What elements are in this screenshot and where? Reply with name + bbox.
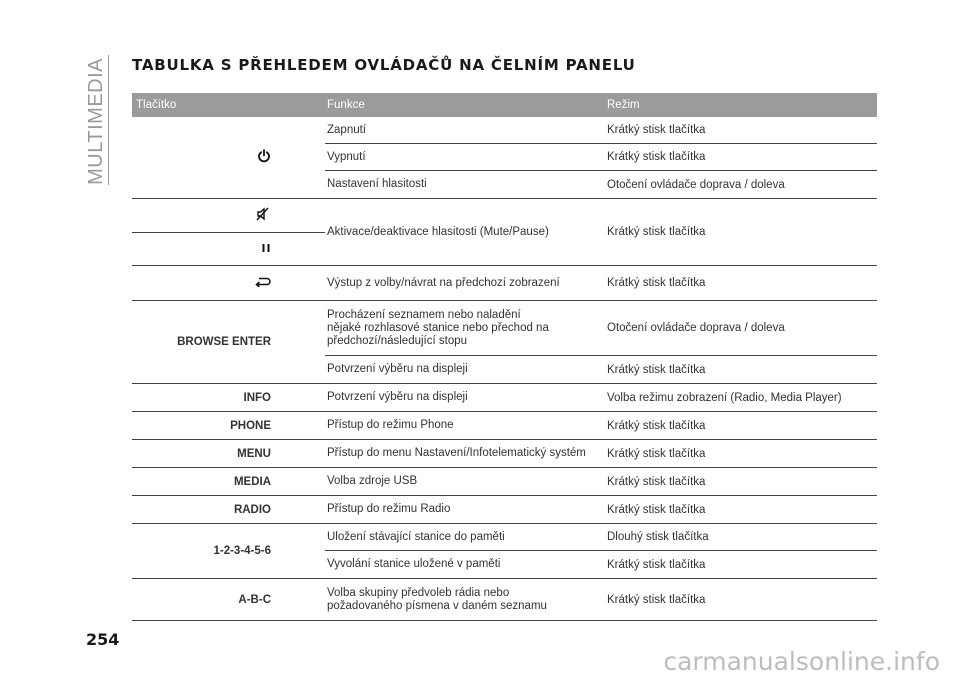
button-label: 1-2-3-4-5-6 — [213, 545, 271, 557]
mode-cell: Krátký stisk tlačítka — [607, 558, 706, 571]
mode-cell: Krátký stisk tlačítka — [607, 447, 706, 460]
function-cell: Uložení stávající stanice do paměti — [325, 524, 603, 551]
button-label: INFO — [243, 391, 271, 404]
controls-table — [132, 93, 877, 621]
pause-icon — [261, 243, 271, 256]
button-cell — [132, 412, 325, 439]
back-icon — [255, 277, 271, 290]
function-cell: Volba zdroje USB — [327, 475, 418, 487]
function-cell: Zapnutí — [325, 117, 603, 144]
table-row — [132, 524, 877, 579]
table-row — [132, 117, 877, 199]
table-row — [132, 266, 877, 301]
function-cell: Vyvolání stanice uložené v paměti — [327, 558, 501, 570]
table-row — [132, 496, 877, 524]
header-button: Tlačítko — [136, 99, 177, 111]
function-cell: Přístup do menu Nastavení/Infotelematický systém — [327, 447, 586, 459]
mode-cell: Krátký stisk tlačítka — [603, 117, 877, 144]
button-cell — [132, 524, 325, 578]
button-label: RADIO — [233, 503, 271, 516]
mode-cell: Dlouhý stisk tlačítka — [603, 524, 877, 551]
mode-cell: Krátký stisk tlačítka — [607, 277, 706, 289]
mute-icon — [255, 207, 271, 224]
table-row — [132, 579, 877, 621]
table-body — [132, 117, 877, 621]
mode-cell: Otočení ovládače doprava / doleva — [603, 301, 877, 356]
button-label: MENU — [237, 447, 271, 460]
button-label: BROWSE ENTER — [177, 336, 271, 348]
function-cell: Výstup z volby/návrat na předchozí zobrazení — [327, 276, 560, 289]
header-function: Funkce — [327, 99, 365, 111]
button-label: PHONE — [230, 419, 271, 432]
mode-cell: Otočení ovládače doprava / doleva — [607, 178, 785, 191]
function-cell: Přístup do režimu Radio — [327, 503, 451, 515]
table-row — [132, 384, 877, 412]
header-mode: Režim — [607, 99, 640, 111]
button-label: MEDIA — [233, 475, 271, 488]
mode-cell: Krátký stisk tlačítka — [607, 363, 706, 376]
page-number: 254 — [86, 630, 120, 649]
button-cell — [132, 266, 325, 300]
button-cell — [132, 301, 325, 383]
mode-cell: Volba režimu zobrazení (Radio, Media Player) — [607, 391, 842, 404]
function-cell: Vypnutí — [325, 144, 603, 171]
mode-cell: Krátký stisk tlačítka — [603, 144, 877, 171]
side-divider — [108, 55, 109, 185]
button-cell — [132, 579, 325, 620]
table-row — [132, 199, 877, 266]
watermark: carmanualsonline.info — [663, 647, 940, 676]
function-cell: Potvrzení výběru na displeji — [327, 363, 468, 375]
function-cell: Volba skupiny předvoleb rádia nebo požadovaného písmena v daném seznamu — [327, 586, 547, 612]
table-row — [132, 468, 877, 496]
mode-cell: Krátký stisk tlačítka — [607, 226, 706, 238]
function-cell: Nastavení hlasitosti — [327, 178, 427, 190]
mode-cell: Krátký stisk tlačítka — [607, 593, 706, 606]
table-header — [132, 93, 877, 117]
button-label: A-B-C — [238, 593, 271, 606]
mode-cell: Krátký stisk tlačítka — [607, 475, 706, 488]
table-row — [132, 440, 877, 468]
function-cell: Procházení seznamem nebo naladění nějaké rozhlasové stanice nebo přechod na předchozí/následující stopu — [325, 301, 603, 356]
function-cell: Aktivace/deaktivace hlasitosti (Mute/Pause) — [327, 225, 549, 238]
button-cell — [132, 384, 325, 411]
power-icon — [257, 149, 271, 166]
mode-cell: Krátký stisk tlačítka — [607, 503, 706, 516]
button-cell — [132, 496, 325, 523]
function-cell: Potvrzení výběru na displeji — [327, 391, 468, 403]
button-cell — [132, 199, 325, 265]
button-cell — [132, 468, 325, 495]
button-cell — [132, 117, 325, 198]
table-row — [132, 301, 877, 384]
table-row — [132, 412, 877, 440]
button-cell — [132, 440, 325, 467]
page-title: TABULKA S PŘEHLEDEM OVLÁDAČŮ NA ČELNÍM PANELU — [132, 56, 636, 74]
function-cell: Přístup do režimu Phone — [327, 419, 454, 431]
mode-cell: Krátký stisk tlačítka — [607, 419, 706, 432]
section-side-label: MULTIMEDIA — [84, 58, 107, 185]
